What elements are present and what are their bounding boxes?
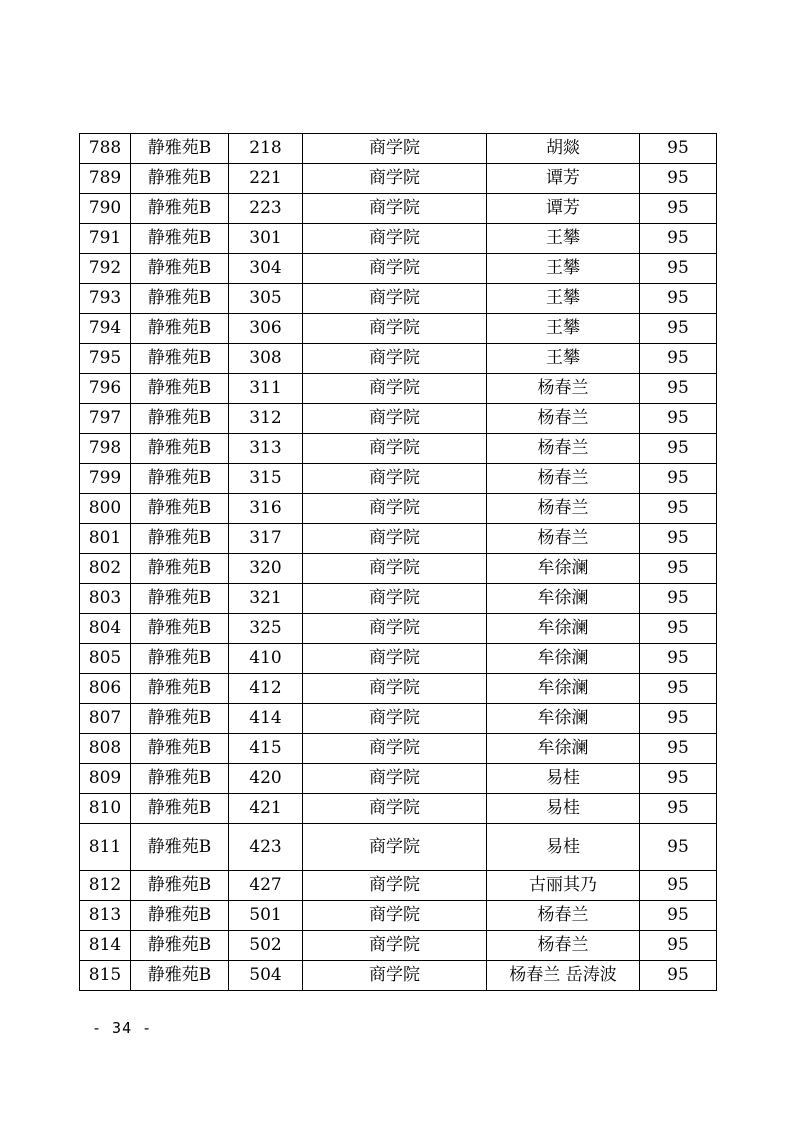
score-cell: 95 (640, 871, 717, 901)
counselor-cell: 王攀 (487, 224, 640, 254)
building-cell: 静雅苑B (131, 554, 229, 584)
room-number-cell: 218 (229, 134, 303, 164)
table-row (80, 224, 717, 254)
college-cell: 商学院 (303, 554, 487, 584)
score-cell: 95 (640, 434, 717, 464)
row-number-cell: 805 (80, 644, 131, 674)
building-cell: 静雅苑B (131, 134, 229, 164)
room-number-cell: 320 (229, 554, 303, 584)
row-number-cell: 791 (80, 224, 131, 254)
score-cell: 95 (640, 794, 717, 824)
room-number-cell: 304 (229, 254, 303, 284)
table-row (80, 314, 717, 344)
building-cell: 静雅苑B (131, 284, 229, 314)
counselor-cell: 杨春兰 (487, 374, 640, 404)
college-cell: 商学院 (303, 674, 487, 704)
room-number-cell: 414 (229, 704, 303, 734)
row-number-cell: 807 (80, 704, 131, 734)
room-number-cell: 221 (229, 164, 303, 194)
score-cell: 95 (640, 901, 717, 931)
row-number-cell: 804 (80, 614, 131, 644)
score-cell: 95 (640, 961, 717, 991)
row-number-cell: 794 (80, 314, 131, 344)
building-cell: 静雅苑B (131, 674, 229, 704)
building-cell: 静雅苑B (131, 404, 229, 434)
table-row (80, 164, 717, 194)
room-number-cell: 423 (229, 824, 303, 871)
college-cell: 商学院 (303, 704, 487, 734)
building-cell: 静雅苑B (131, 494, 229, 524)
counselor-cell: 牟徐澜 (487, 554, 640, 584)
counselor-cell: 杨春兰 (487, 434, 640, 464)
counselor-cell: 易桂 (487, 824, 640, 871)
college-cell: 商学院 (303, 464, 487, 494)
row-number-cell: 788 (80, 134, 131, 164)
building-cell: 静雅苑B (131, 901, 229, 931)
row-number-cell: 806 (80, 674, 131, 704)
score-cell: 95 (640, 344, 717, 374)
college-cell: 商学院 (303, 194, 487, 224)
row-number-cell: 811 (80, 824, 131, 871)
row-number-cell: 809 (80, 764, 131, 794)
building-cell: 静雅苑B (131, 584, 229, 614)
row-number-cell: 799 (80, 464, 131, 494)
row-number-cell: 813 (80, 901, 131, 931)
counselor-cell: 杨春兰 (487, 931, 640, 961)
score-cell: 95 (640, 584, 717, 614)
building-cell: 静雅苑B (131, 194, 229, 224)
score-cell: 95 (640, 931, 717, 961)
row-number-cell: 795 (80, 344, 131, 374)
table-row (80, 674, 717, 704)
counselor-cell: 易桂 (487, 764, 640, 794)
counselor-cell: 杨春兰 岳涛波 (487, 961, 640, 991)
table-row (80, 584, 717, 614)
room-number-cell: 410 (229, 644, 303, 674)
row-number-cell: 812 (80, 871, 131, 901)
college-cell: 商学院 (303, 644, 487, 674)
building-cell: 静雅苑B (131, 871, 229, 901)
counselor-cell: 牟徐澜 (487, 734, 640, 764)
building-cell: 静雅苑B (131, 794, 229, 824)
college-cell: 商学院 (303, 614, 487, 644)
building-cell: 静雅苑B (131, 704, 229, 734)
college-cell: 商学院 (303, 404, 487, 434)
college-cell: 商学院 (303, 794, 487, 824)
score-cell: 95 (640, 644, 717, 674)
room-number-cell: 415 (229, 734, 303, 764)
college-cell: 商学院 (303, 584, 487, 614)
score-cell: 95 (640, 524, 717, 554)
score-cell: 95 (640, 464, 717, 494)
score-cell: 95 (640, 254, 717, 284)
score-cell: 95 (640, 164, 717, 194)
score-cell: 95 (640, 824, 717, 871)
counselor-cell: 易桂 (487, 794, 640, 824)
counselor-cell: 王攀 (487, 314, 640, 344)
counselor-cell: 谭芳 (487, 164, 640, 194)
building-cell: 静雅苑B (131, 314, 229, 344)
college-cell: 商学院 (303, 764, 487, 794)
college-cell: 商学院 (303, 314, 487, 344)
row-number-cell: 789 (80, 164, 131, 194)
table-row (80, 464, 717, 494)
room-number-cell: 325 (229, 614, 303, 644)
college-cell: 商学院 (303, 524, 487, 554)
college-cell: 商学院 (303, 374, 487, 404)
building-cell: 静雅苑B (131, 764, 229, 794)
table-row (80, 254, 717, 284)
table-row (80, 871, 717, 901)
counselor-cell: 牟徐澜 (487, 644, 640, 674)
score-cell: 95 (640, 494, 717, 524)
table-row (80, 434, 717, 464)
table-row (80, 644, 717, 674)
table-row (80, 961, 717, 991)
counselor-cell: 牟徐澜 (487, 584, 640, 614)
row-number-cell: 814 (80, 931, 131, 961)
table-row (80, 824, 717, 871)
college-cell: 商学院 (303, 824, 487, 871)
room-number-cell: 223 (229, 194, 303, 224)
building-cell: 静雅苑B (131, 224, 229, 254)
counselor-cell: 杨春兰 (487, 464, 640, 494)
college-cell: 商学院 (303, 901, 487, 931)
dormitory-score-table (79, 133, 717, 991)
row-number-cell: 793 (80, 284, 131, 314)
counselor-cell: 杨春兰 (487, 494, 640, 524)
row-number-cell: 798 (80, 434, 131, 464)
counselor-cell: 王攀 (487, 344, 640, 374)
building-cell: 静雅苑B (131, 734, 229, 764)
room-number-cell: 504 (229, 961, 303, 991)
building-cell: 静雅苑B (131, 824, 229, 871)
table-row (80, 901, 717, 931)
room-number-cell: 311 (229, 374, 303, 404)
room-number-cell: 501 (229, 901, 303, 931)
score-cell: 95 (640, 374, 717, 404)
room-number-cell: 321 (229, 584, 303, 614)
table-row (80, 794, 717, 824)
row-number-cell: 815 (80, 961, 131, 991)
table-row (80, 524, 717, 554)
room-number-cell: 317 (229, 524, 303, 554)
counselor-cell: 杨春兰 (487, 404, 640, 434)
table-row (80, 374, 717, 404)
score-cell: 95 (640, 734, 717, 764)
college-cell: 商学院 (303, 734, 487, 764)
college-cell: 商学院 (303, 961, 487, 991)
college-cell: 商学院 (303, 871, 487, 901)
row-number-cell: 802 (80, 554, 131, 584)
row-number-cell: 792 (80, 254, 131, 284)
college-cell: 商学院 (303, 494, 487, 524)
table-row (80, 614, 717, 644)
table-row (80, 344, 717, 374)
college-cell: 商学院 (303, 224, 487, 254)
table-row (80, 134, 717, 164)
college-cell: 商学院 (303, 931, 487, 961)
building-cell: 静雅苑B (131, 644, 229, 674)
row-number-cell: 797 (80, 404, 131, 434)
score-cell: 95 (640, 614, 717, 644)
score-cell: 95 (640, 314, 717, 344)
score-cell: 95 (640, 404, 717, 434)
room-number-cell: 420 (229, 764, 303, 794)
building-cell: 静雅苑B (131, 614, 229, 644)
college-cell: 商学院 (303, 134, 487, 164)
score-cell: 95 (640, 284, 717, 314)
score-cell: 95 (640, 554, 717, 584)
room-number-cell: 312 (229, 404, 303, 434)
row-number-cell: 796 (80, 374, 131, 404)
college-cell: 商学院 (303, 434, 487, 464)
room-number-cell: 421 (229, 794, 303, 824)
row-number-cell: 800 (80, 494, 131, 524)
building-cell: 静雅苑B (131, 374, 229, 404)
room-number-cell: 308 (229, 344, 303, 374)
score-cell: 95 (640, 764, 717, 794)
table-row (80, 404, 717, 434)
score-cell: 95 (640, 674, 717, 704)
building-cell: 静雅苑B (131, 254, 229, 284)
row-number-cell: 790 (80, 194, 131, 224)
row-number-cell: 801 (80, 524, 131, 554)
room-number-cell: 315 (229, 464, 303, 494)
building-cell: 静雅苑B (131, 344, 229, 374)
counselor-cell: 牟徐澜 (487, 614, 640, 644)
score-cell: 95 (640, 704, 717, 734)
table-row (80, 764, 717, 794)
table-row (80, 554, 717, 584)
counselor-cell: 牟徐澜 (487, 674, 640, 704)
building-cell: 静雅苑B (131, 961, 229, 991)
page-number: - 34 - (92, 1019, 153, 1037)
counselor-cell: 牟徐澜 (487, 704, 640, 734)
counselor-cell: 谭芳 (487, 194, 640, 224)
building-cell: 静雅苑B (131, 931, 229, 961)
row-number-cell: 808 (80, 734, 131, 764)
counselor-cell: 古丽其乃 (487, 871, 640, 901)
table-row (80, 931, 717, 961)
building-cell: 静雅苑B (131, 524, 229, 554)
table-row (80, 284, 717, 314)
room-number-cell: 412 (229, 674, 303, 704)
counselor-cell: 杨春兰 (487, 901, 640, 931)
college-cell: 商学院 (303, 344, 487, 374)
room-number-cell: 301 (229, 224, 303, 254)
college-cell: 商学院 (303, 164, 487, 194)
table-row (80, 704, 717, 734)
room-number-cell: 316 (229, 494, 303, 524)
building-cell: 静雅苑B (131, 434, 229, 464)
counselor-cell: 杨春兰 (487, 524, 640, 554)
college-cell: 商学院 (303, 254, 487, 284)
table-row (80, 734, 717, 764)
table-row (80, 494, 717, 524)
room-number-cell: 305 (229, 284, 303, 314)
counselor-cell: 王攀 (487, 284, 640, 314)
room-number-cell: 306 (229, 314, 303, 344)
counselor-cell: 胡燚 (487, 134, 640, 164)
college-cell: 商学院 (303, 284, 487, 314)
table-body (80, 134, 717, 991)
score-cell: 95 (640, 194, 717, 224)
score-cell: 95 (640, 224, 717, 254)
room-number-cell: 502 (229, 931, 303, 961)
room-number-cell: 427 (229, 871, 303, 901)
row-number-cell: 810 (80, 794, 131, 824)
counselor-cell: 王攀 (487, 254, 640, 284)
table-row (80, 194, 717, 224)
row-number-cell: 803 (80, 584, 131, 614)
building-cell: 静雅苑B (131, 164, 229, 194)
room-number-cell: 313 (229, 434, 303, 464)
building-cell: 静雅苑B (131, 464, 229, 494)
score-cell: 95 (640, 134, 717, 164)
